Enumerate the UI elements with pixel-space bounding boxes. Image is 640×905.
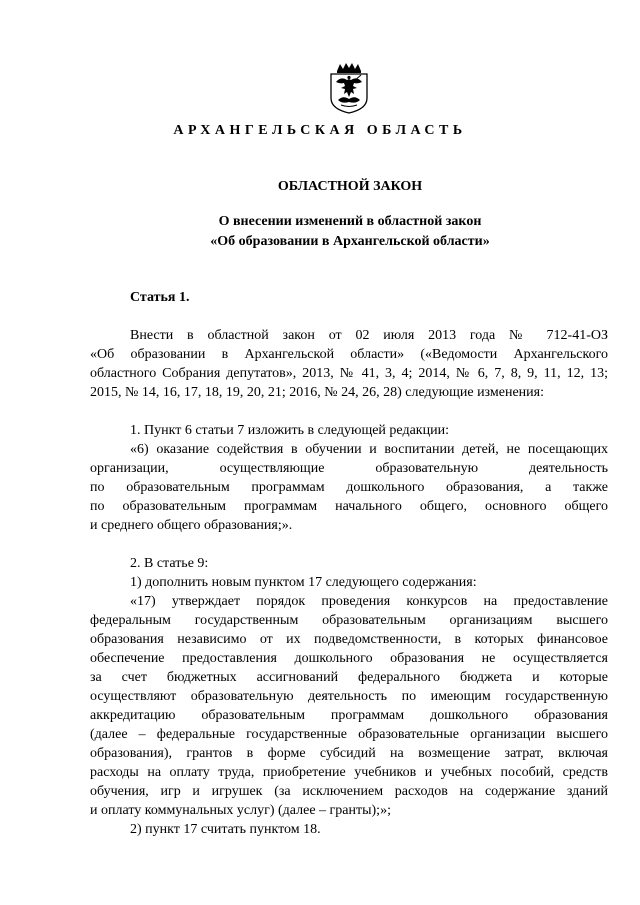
text-line: осуществляют образовательную деятельность по имеющим государственную bbox=[90, 689, 608, 704]
text-line: по образовательным программам дошкольного образования, а также bbox=[90, 480, 608, 495]
text-line: образования независимо от их подведомственности, в которых финансовое bbox=[90, 632, 608, 647]
text-line: 2. В статье 9: bbox=[130, 556, 209, 571]
text-line: «Об образовании в Архангельской области» («Ведомости Архангельского bbox=[90, 347, 608, 362]
text-line: областного Собрания депутатов», 2013, № 41, 3, 4; 2014, № 6, 7, 8, 9, 11, 12, 13; bbox=[90, 366, 608, 381]
text-line: 2) пункт 17 считать пунктом 18. bbox=[130, 822, 321, 837]
text-line: по образовательным программам начального общего, основного общего bbox=[90, 499, 608, 514]
text-line: и оплату коммунальных услуг) (далее – гранты);»; bbox=[90, 803, 391, 818]
text-line: образования), грантов в форме субсидий на возмещение затрат, включая bbox=[90, 746, 608, 761]
text-line: 2015, № 14, 16, 17, 18, 19, 20, 21; 2016, № 24, 26, 28) следующие изменения: bbox=[90, 385, 544, 400]
law-type-heading: ОБЛАСТНОЙ ЗАКОН bbox=[277, 179, 423, 194]
text-line: «6) оказание содействия в обучении и воспитании детей, не посещающих bbox=[130, 442, 608, 457]
text-line: и среднего общего образования;». bbox=[90, 518, 293, 533]
text-line: аккредитацию образовательным программам дошкольного образования bbox=[90, 708, 608, 723]
text-line: 1) дополнить новым пунктом 17 следующего содержания: bbox=[130, 575, 477, 590]
text-line: федеральным государственным образовательным организациям высшего bbox=[90, 613, 608, 628]
region-heading: АРХАНГЕЛЬСКАЯ ОБЛАСТЬ bbox=[173, 123, 467, 138]
text-line: (далее – федеральные государственные образовательные организации высшего bbox=[90, 727, 608, 742]
law-title-line: О внесении изменений в областной закон bbox=[218, 214, 482, 229]
text-line: «17) утверждает порядок проведения конкурсов на предоставление bbox=[130, 594, 608, 609]
text-line: Внести в областной закон от 02 июля 2013 года № 712-41-ОЗ bbox=[130, 328, 608, 343]
text-line: обучения, игр и игрушек (за исключением расходов на содержание зданий bbox=[90, 784, 608, 799]
text-line: за счет бюджетных ассигнований федерального бюджета и которые bbox=[90, 670, 608, 685]
text-line: расходы на оплату труда, приобретение учебников и учебных пособий, средств bbox=[90, 765, 608, 780]
law-title bbox=[0, 212, 640, 252]
article-body bbox=[90, 326, 608, 839]
text-line: обеспечение предоставления дошкольного образования не осуществляется bbox=[90, 651, 608, 666]
coat-of-arms-emblem bbox=[327, 62, 371, 114]
text-line: 1. Пункт 6 статьи 7 изложить в следующей редакции: bbox=[130, 423, 449, 438]
law-title-line: «Об образовании в Архангельской области» bbox=[210, 234, 490, 249]
text-line: организации, осуществляющие образовательную деятельность bbox=[90, 461, 608, 476]
article-heading: Статья 1. bbox=[130, 290, 190, 305]
